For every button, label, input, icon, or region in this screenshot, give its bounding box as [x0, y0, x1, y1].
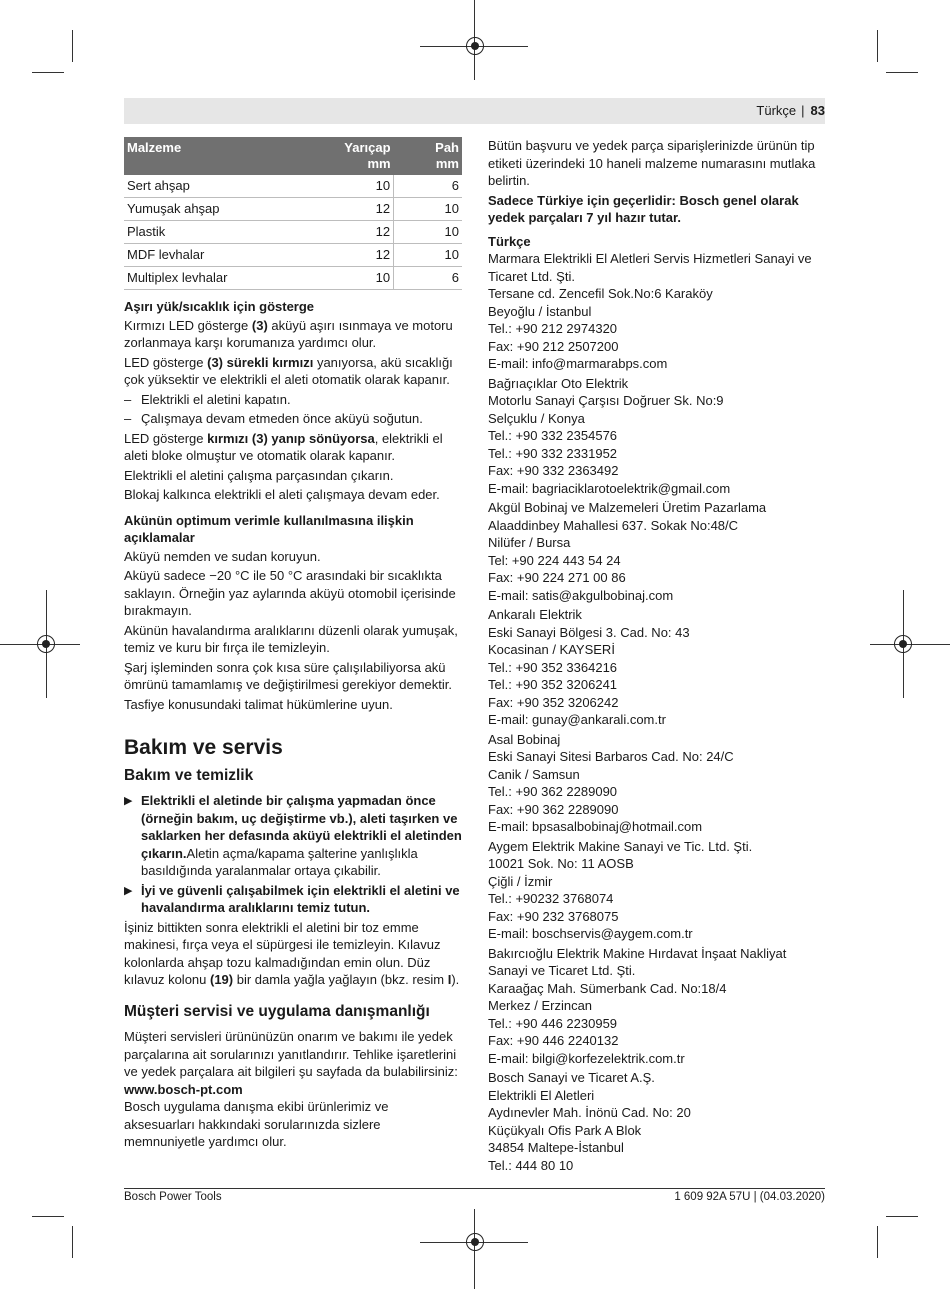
header-language: Türkçe [756, 103, 797, 118]
table-row: Plastik 12 10 [124, 221, 462, 244]
address-block [488, 838, 825, 943]
overload-paragraph: LED gösterge (3) sürekli kırmızı yanıyorsa, akü sıcaklığı çok yüksektir ve elektrikli el aleti otomatik olarak kapanır. [124, 354, 453, 387]
address-line: Marmara Elektrikli El Aletleri Servis Hizmetleri Sanayi ve Ticaret Ltd. Şti. [488, 251, 812, 284]
overload-paragraph: Blokaj kalkınca elektrikli el aleti çalışmaya devam eder. [124, 487, 440, 502]
address-line[interactable]: E-mail: gunay@ankarali.com.tr [488, 712, 666, 727]
address-line: Eski Sanayi Bölgesi 3. Cad. No: 43 [488, 624, 690, 640]
address-line: Tel.: +90232 3768074 [488, 891, 614, 906]
footer-doc-number: 1 609 92A 57U | (04.03.2020) [674, 1191, 825, 1203]
crop-mark [32, 1216, 64, 1217]
table-row: Multiplex levhalar 10 6 [124, 267, 462, 290]
address-line: Fax: +90 446 2240132 [488, 1033, 619, 1048]
address-line: Eski Sanayi Sitesi Barbaros Cad. No: 24/C [488, 749, 734, 764]
customer-url: www.bosch-pt.com [124, 1081, 243, 1097]
dash-item: – Elektrikli el aletini kapatın. [124, 391, 291, 407]
address-line: Tel.: +90 352 3206241 [488, 677, 618, 692]
page-header [124, 98, 825, 124]
address-line: Fax: +90 224 271 00 86 [488, 570, 626, 585]
address-line: Tel.: +90 446 2230959 [488, 1015, 618, 1031]
battery-paragraph: Tasfiye konusundaki talimat hükümlerine uyun. [124, 696, 393, 712]
header-chamfer: Pah mm [394, 137, 462, 175]
country-heading: Türkçe [488, 233, 531, 249]
address-line: Bağrıaçıklar Oto Elektrik [488, 375, 629, 391]
crop-mark [32, 72, 64, 73]
address-line: Merkez / Erzincan [488, 998, 593, 1013]
address-line: Tel.: 444 80 10 [488, 1157, 574, 1173]
footer-divider [124, 1188, 825, 1189]
address-line[interactable]: E-mail: bilgi@korfezelektrik.com.tr [488, 1050, 685, 1066]
right-column [488, 137, 825, 1176]
cleaning-title: Bakım ve temizlik [124, 766, 254, 784]
radius-table [124, 137, 462, 290]
customer-paragraph: Bosch uygulama danışma ekibi ürünlerimiz ve aksesuarları hakkındaki sorularınızda sizlere memnuniyetle yardımcı olur. [124, 1099, 389, 1149]
address-line: Fax: +90 212 2507200 [488, 338, 619, 354]
header-material: Malzeme [124, 137, 324, 175]
address-line: Motorlu Sanayi Çarşısı Doğruer Sk. No:9 [488, 393, 724, 408]
address-line: Asal Bobinaj [488, 731, 561, 747]
address-line: Akgül Bobinaj ve Malzemeleri Üretim Pazarlama [488, 500, 767, 515]
crop-mark [72, 1226, 73, 1258]
address-line: Çiğli / İzmir [488, 873, 553, 889]
battery-paragraph: Aküyü sadece −20 °C ile 50 °C arasındaki bir sıcaklıkta saklayın. Örneğin yaz aylarında aküyü otomobil içerisinde bırakmayın. [124, 568, 456, 618]
registration-mark-icon [466, 1233, 484, 1251]
warning-item: ▶ İyi ve güvenli çalışabilmek için elektrikli el aletini ve havalandırma aralıklarını temiz tutun. [124, 882, 460, 915]
crop-mark [886, 72, 918, 73]
address-line: Tel.: +90 332 2354576 [488, 428, 618, 443]
address-line: Selçuklu / Konya [488, 410, 585, 426]
address-line: Fax: +90 352 3206242 [488, 694, 619, 710]
address-line: Aydınevler Mah. İnönü Cad. No: 20 [488, 1105, 691, 1120]
address-line: 34854 Maltepe-İstanbul [488, 1140, 624, 1155]
address-block [488, 731, 825, 836]
address-line: Tel.: +90 212 2974320 [488, 321, 618, 336]
triangle-bullet-icon: ▶ [124, 795, 133, 807]
page-number-area: Türkçe | 83 [756, 103, 825, 118]
registration-mark-icon [466, 37, 484, 55]
address-line: Aygem Elektrik Makine Sanayi ve Tic. Ltd. Şti. [488, 838, 753, 854]
address-line: Bosch Sanayi ve Ticaret A.Ş. [488, 1070, 655, 1085]
address-line: Nilüfer / Bursa [488, 535, 571, 550]
overload-paragraph: Kırmızı LED gösterge (3) aküyü aşırı ısınmaya ve motoru zorlanmaya karşı korumanıza yardımcı olur. [124, 317, 453, 350]
address-block [488, 375, 825, 498]
address-line: Bakırcıoğlu Elektrik Makine Hırdavat İnşaat Nakliyat Sanayi ve Ticaret Ltd. Şti. [488, 945, 787, 978]
address-line: Tersane cd. Zencefil Sok.No:6 Karaköy [488, 286, 713, 301]
address-line[interactable]: E-mail: bpsasalbobinaj@hotmail.com [488, 819, 703, 834]
battery-paragraph: Aküyü nemden ve sudan koruyun. [124, 548, 321, 564]
address-block [488, 1069, 825, 1174]
page-number: 83 [810, 103, 825, 118]
address-line: 10021 Sok. No: 11 AOSB [488, 856, 634, 871]
overload-title: Aşırı yük/sıcaklık için gösterge [124, 299, 315, 314]
customer-title: Müşteri servisi ve uygulama danışmanlığı [124, 1002, 430, 1020]
footer-brand: Bosch Power Tools [124, 1191, 222, 1203]
header-radius: Yarıçap mm [324, 137, 393, 175]
cleaning-paragraph: İşiniz bittikten sonra elektrikli el aletini bir toz emme makinesi, fırça veya el süpürgesi ile temizleyin. Kılavuz kolonlarda ahşap tozu kalmadığından emin olun. Düz kılavuz kolonu (19) bir damla yağla yağlayın (bkz. resim I). [124, 919, 460, 987]
address-line: Fax: +90 232 3768075 [488, 908, 619, 924]
customer-paragraph: Müşteri servisleri ürününüzün onarım ve bakımı ile yedek parçalarına ait sorularınızı yanıtlandırır. Tehlike işaretlerini ve yedek parçalara ait bilgileri şu sayfada da bulabilirsiniz: [124, 1029, 458, 1079]
crop-mark [877, 1226, 878, 1258]
crop-mark [886, 1216, 918, 1217]
address-line: Tel.: +90 332 2331952 [488, 445, 618, 461]
triangle-bullet-icon: ▶ [124, 884, 133, 897]
table-row: MDF levhalar 12 10 [124, 244, 462, 267]
registration-mark-icon [894, 635, 912, 653]
battery-paragraph: Şarj işleminden sonra çok kısa süre çalışılabiliyorsa akü ömrünü tamamlamış ve değiştirilmesi gerekiyor demektir. [124, 659, 452, 692]
warning-item: ▶ Elektrikli el aletinde bir çalışma yapmadan önce (örneğin bakım, uç değiştirme vb.), aleti taşırken ve saklarken her defasında aküyü elektrikli el aletinden çıkarın.Aletin açma/kapama şalterine yanlışlıkla basıldığında yaralanmalar ortaya çıkabilir. [124, 793, 462, 878]
table-row: Yumuşak ahşap 12 10 [124, 198, 462, 221]
overload-paragraph: Elektrikli el aletini çalışma parçasından çıkarın. [124, 467, 394, 483]
table-row: Sert ahşap 10 6 [124, 175, 462, 198]
address-line: Karaağaç Mah. Sümerbank Cad. No:18/4 [488, 980, 727, 996]
left-column [124, 137, 462, 1153]
address-line[interactable]: E-mail: satis@akgulbobinaj.com [488, 587, 674, 603]
address-line: Fax: +90 332 2363492 [488, 463, 619, 478]
address-block [488, 606, 825, 729]
address-line: Beyoğlu / İstanbul [488, 303, 592, 319]
address-block [488, 945, 825, 1068]
address-line: Tel.: +90 352 3364216 [488, 659, 618, 675]
address-line: Canik / Samsun [488, 766, 580, 782]
overload-paragraph: LED gösterge kırmızı (3) yanıp sönüyorsa, elektrikli el aleti bloke olmuştur ve otomatik olarak kapanır. [124, 430, 443, 463]
battery-title: Akünün optimum verimle kullanılmasına ilişkin açıklamalar [124, 512, 414, 545]
address-block [488, 250, 825, 373]
service-addresses [488, 250, 825, 1174]
address-line: Tel: +90 224 443 54 24 [488, 552, 621, 568]
valid-note: Sadece Türkiye için geçerlidir: Bosch genel olarak yedek parçaları 7 yıl hazır tutar. [488, 192, 799, 225]
table-header-row [124, 137, 462, 175]
address-line[interactable]: E-mail: boschservis@aygem.com.tr [488, 926, 693, 941]
dash-item: – Çalışmaya devam etmeden önce aküyü soğutun. [124, 411, 423, 426]
address-line: Küçükyalı Ofis Park A Blok [488, 1122, 642, 1138]
address-line[interactable]: E-mail: bagriaciklarotoelektrik@gmail.com [488, 480, 731, 496]
crop-mark [877, 30, 878, 62]
address-line: Elektrikli El Aletleri [488, 1087, 595, 1103]
address-line: Tel.: +90 362 2289090 [488, 784, 618, 799]
battery-paragraph: Akünün havalandırma aralıklarını düzenli olarak yumuşak, temiz ve kuru bir fırça ile temizleyin. [124, 622, 458, 655]
address-line[interactable]: E-mail: info@marmarabps.com [488, 356, 668, 371]
registration-mark-icon [37, 635, 55, 653]
intro-paragraph: Bütün başvuru ve yedek parça siparişlerinizde ürünün tip etiketi üzerindeki 10 haneli malzeme numarasını mutlaka belirtin. [488, 138, 816, 188]
address-block [488, 499, 825, 604]
address-line: Fax: +90 362 2289090 [488, 801, 619, 817]
crop-mark [72, 30, 73, 62]
address-line: Ankaralı Elektrik [488, 607, 582, 622]
address-line: Alaaddinbey Mahallesi 637. Sokak No:48/C [488, 517, 739, 533]
address-line: Kocasinan / KAYSERİ [488, 642, 615, 657]
service-title: Bakım ve servis [124, 736, 283, 759]
